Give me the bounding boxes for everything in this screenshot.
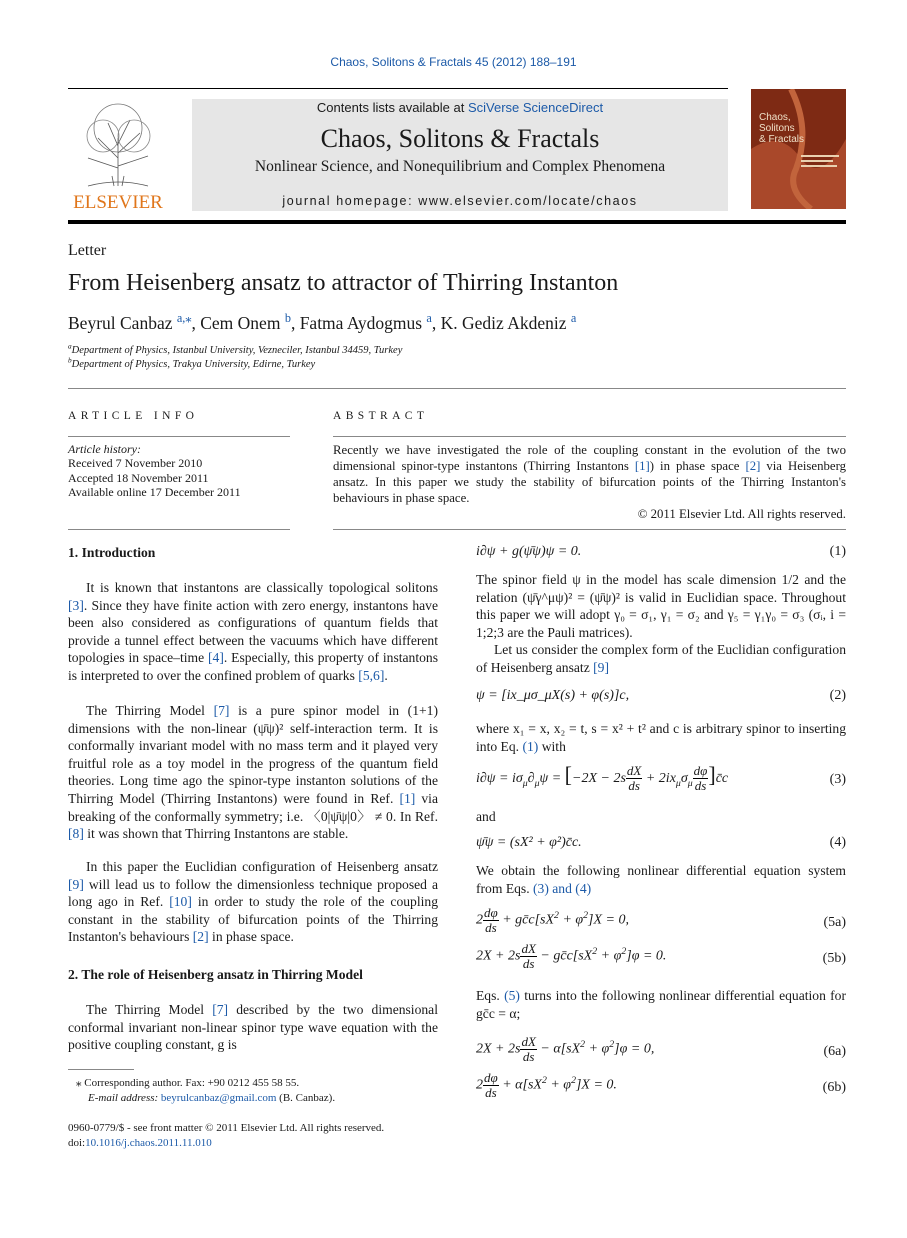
paragraph: [476, 862, 846, 897]
text-run: where x₁ = x, x₂ = t, s = x² + t² and c is arbitrary spinor to inserting into Eq.: [476, 721, 846, 754]
footnote-rule: [68, 1069, 134, 1070]
text-run: Eqs.: [476, 988, 505, 1003]
corresponding-footnote: ⁎ Corresponding author. Fax: +90 0212 455 58 55.: [76, 1077, 300, 1089]
author-affiliation-mark[interactable]: a: [426, 311, 432, 326]
doi-link[interactable]: 10.1016/j.chaos.2011.11.010: [85, 1137, 212, 1149]
issn-line: 0960-0779/$ - see front matter © 2011 Elsevier Ltd. All rights reserved.: [68, 1122, 385, 1134]
text-run: will lead us to follow the dimensionless technique proposed a long ago in Ref.: [68, 876, 438, 910]
equation-2: ψ = [ix_μσ_μX(s) + φ(s)]c,: [476, 688, 630, 703]
citation-link[interactable]: (3) and (4): [533, 880, 592, 896]
header-rule: [68, 88, 728, 89]
abstract-rule: [333, 529, 846, 530]
text-run: The Thirring Model: [86, 1002, 213, 1017]
citation-link[interactable]: [9]: [593, 659, 609, 675]
section-rule: [68, 388, 846, 389]
email-footnote: E-mail address: beyrulcanbaz@gmail.com (B. Canbaz).: [88, 1092, 336, 1104]
author-name: Fatma Aydogmus: [299, 313, 423, 333]
citation-link[interactable]: [3]: [68, 597, 84, 613]
citation-link[interactable]: [5,6]: [358, 667, 385, 683]
text-run: .: [384, 667, 388, 683]
text-run: . Since they have finite action with zero energy, instantons have been also considered as configurations of quantum fields that provide a tunnel effect between the vacuums which have different topologies in space–time: [68, 597, 438, 666]
article-info-heading: ARTICLE INFO: [68, 410, 199, 422]
online-date: Available online 17 December 2011: [68, 485, 241, 499]
citation-link[interactable]: [7]: [213, 703, 230, 718]
journal-cover-image[interactable]: [751, 89, 846, 209]
equation-number: (6b): [822, 1080, 846, 1095]
copyright: © 2011 Elsevier Ltd. All rights reserved.: [637, 507, 846, 521]
paragraph: [68, 1001, 438, 1054]
author-name: K. Gediz Akdeniz: [440, 313, 567, 333]
paragraph: [476, 641, 846, 676]
author-affiliation-mark[interactable]: a: [570, 311, 577, 326]
citation-link[interactable]: [2]: [745, 459, 761, 473]
paragraph: [476, 571, 846, 641]
paragraph: [476, 987, 846, 1022]
text-run: via breaking of the conformally symmetry; i.e. 〈0|ψ̄ψ|0〉 ≠ 0. In Ref.: [68, 790, 438, 824]
equation-4: ψ̄ψ = (sX² + φ²)c̄c.: [476, 835, 582, 850]
paragraph: [68, 858, 438, 946]
citation-link[interactable]: (1): [522, 738, 539, 754]
author-affiliation-mark[interactable]: a,⁎: [176, 311, 192, 326]
article-info-rule: [68, 529, 290, 530]
article-type: Letter: [68, 242, 107, 259]
paragraph: [68, 579, 438, 685]
accepted-date: Accepted 18 November 2011: [68, 471, 209, 485]
abstract-rule: [333, 436, 846, 437]
contents-line: [192, 100, 728, 115]
equation-6a: 2X + 2s $\frac{dX}{ds}$ − $\alpha[sX^2 + \varphi^2]\varphi = 0$,: [476, 1034, 655, 1064]
affiliation: $^a$Department of Physics, Istanbul University, Vezneciler, Istanbul 34459, Turkey: [68, 341, 403, 356]
equation-6b: 2 $\frac{d\varphi}{ds}$ + $\alpha[sX^2 + \varphi^2]X = 0$.: [476, 1070, 617, 1100]
citation-link[interactable]: [4]: [208, 650, 224, 666]
equation-number: (2): [829, 688, 846, 703]
text-run: described by the two dimensional conformal invariant non-linear spinor type wave equation with the positive coupling constant, g is: [68, 1002, 438, 1053]
equation-1: i∂ψ + g(ψ̄ψ)ψ = 0.: [476, 544, 582, 559]
elsevier-wordmark: ELSEVIER: [73, 192, 163, 210]
cover-title-1: Chaos,: [759, 112, 791, 123]
citation-link[interactable]: [10]: [169, 894, 192, 910]
affiliation: $^b$Department of Physics, Trakya University, Edirne, Turkey: [68, 355, 316, 370]
section-heading: 1. Introduction: [68, 545, 156, 560]
citation-link[interactable]: [9]: [68, 876, 84, 892]
text-run: in order to study the role of the coupling constant in the stability of bifurcation points of the Thirring Instanton's behaviours: [68, 894, 438, 945]
text-run: with: [538, 738, 566, 754]
abstract-text: Recently we have investigated the role of the coupling constant in the evolution of the two dimensional spinor-type instantons (Thirring Instantons [1]) in phase space [2] via Heisenberg ansatz. In this paper we study the stability of bifurcation points of the Thirring Instanton's behaviours in phase space.: [333, 443, 846, 505]
section-heading: 2. The role of Heisenberg ansatz in Thirring Model: [68, 967, 363, 982]
equation-5b: 2X + 2s $\frac{dX}{ds}$ − $gc̄c[sX^2 + \varphi^2]\varphi = 0$.: [476, 941, 667, 971]
citation-link[interactable]: (5): [504, 988, 520, 1003]
citation-link[interactable]: [7]: [212, 1002, 229, 1017]
journal-subtitle: Nonlinear Science, and Nonequilibrium and Complex Phenomena: [254, 158, 666, 175]
paper-title: From Heisenberg ansatz to attractor of Thirring Instanton: [68, 270, 619, 296]
author-name: Cem Onem: [200, 313, 281, 333]
text-run: is a pure spinor model in (1+1) dimensions with the non-linear (ψ̄ψ)² self-interaction term. It is conformally invariant model with no mass term and it played very fruitful role as a toy model in the progress of the quantum field theories. Long time ago the spinor-type instanton solutions of the Thirring Model (Thirring Instantons) were found in Ref.: [68, 703, 438, 806]
equation-number: (1): [829, 544, 846, 559]
citation-link[interactable]: [2]: [192, 929, 209, 945]
sciencedirect-link[interactable]: SciVerse ScienceDirect: [467, 100, 604, 115]
citation-link[interactable]: [8]: [68, 826, 84, 842]
elsevier-logo[interactable]: [68, 98, 168, 210]
journal-homepage[interactable]: journal homepage: www.elsevier.com/locate/chaos: [282, 194, 638, 208]
article-info-rule: [68, 436, 290, 437]
text-run: it was shown that Thirring Instantons are stable.: [83, 826, 349, 842]
text-run: The Thirring Model: [86, 703, 214, 718]
author-name: Beyrul Canbaz: [68, 313, 173, 333]
text-run: In this paper the Euclidian configuration of Heisenberg ansatz: [86, 859, 438, 874]
received-date: Received 7 November 2010: [68, 456, 203, 470]
cover-title-2: Solitons: [759, 123, 795, 134]
equation-number: (4): [829, 835, 846, 850]
equation-number: (3): [829, 772, 846, 787]
journal-reference[interactable]: Chaos, Solitons & Fractals 45 (2012) 188–191: [330, 55, 577, 69]
history-label: Article history:: [68, 442, 141, 456]
cover-art: [751, 89, 846, 209]
elsevier-tree-icon: [68, 98, 168, 210]
equation-5a: 2 $\frac{d\varphi}{ds}$ + $gc̄c[sX^2 + \varphi^2]X = 0$,: [476, 905, 629, 935]
paragraph: [476, 720, 846, 755]
equation-number: (5a): [823, 915, 846, 930]
citation-link[interactable]: [1]: [399, 790, 416, 806]
text-run: The spinor field ψ in the model has scale dimension 1/2 and the relation (ψ̄γ^μψ)² = (ψ̄ψ)² is valid in Euclidian space. Throughout this paper we will adopt γ₀ = σ₁, γ₁ = σ₂ and γ₅ = γ₁γ₀ = σ₃ (σᵢ, i = 1;2;3 are the Pauli matrices).: [476, 572, 846, 640]
citation-link[interactable]: [1]: [634, 459, 650, 473]
equation-3: $i\partial\psi = i\sigma_\mu\partial_\mu\psi = [-2X - 2s$ $\frac{dX}{ds}$ + $2ix_\mu\sigma_\mu$ $\frac{d\varphi}{ds}$ ]c̄c: [476, 762, 729, 794]
text-run: We obtain the following nonlinear differential equation system from Eqs.: [476, 863, 846, 896]
contents-prefix: Contents lists available at: [316, 100, 468, 115]
author-affiliation-mark[interactable]: b: [284, 311, 291, 326]
connector-text: and: [476, 809, 496, 824]
doi-line: doi:10.1016/j.chaos.2011.11.010: [68, 1137, 212, 1149]
cover-title-3: & Fractals: [759, 134, 805, 145]
text-run: . Especially, this property of instantons is interpreted to over the confined problem of quarks: [68, 650, 439, 683]
author-list: Beyrul Canbaz $^{a,⁎}$, Cem Onem $^b$, Fatma Aydogmus $^a$, K. Gediz Akdeniz $^a$: [68, 311, 577, 333]
journal-title: Chaos, Solitons & Fractals: [320, 124, 600, 153]
email-link[interactable]: beyrulcanbaz@gmail.com: [160, 1092, 277, 1104]
text-run: in phase space.: [208, 929, 294, 945]
equation-number: (6a): [823, 1044, 846, 1059]
abstract-heading: ABSTRACT: [333, 410, 429, 422]
text-run: Let us consider the complex form of the Euclidian configuration of Heisenberg ansatz: [476, 642, 846, 675]
text-run: It is known that instantons are classically topological solitons: [86, 580, 438, 595]
equation-number: (5b): [822, 951, 846, 966]
paragraph: [68, 702, 438, 843]
text-run: turns into the following nonlinear differential equation for gc̄c = α;: [476, 988, 847, 1021]
header-rule-thick: [68, 220, 846, 224]
